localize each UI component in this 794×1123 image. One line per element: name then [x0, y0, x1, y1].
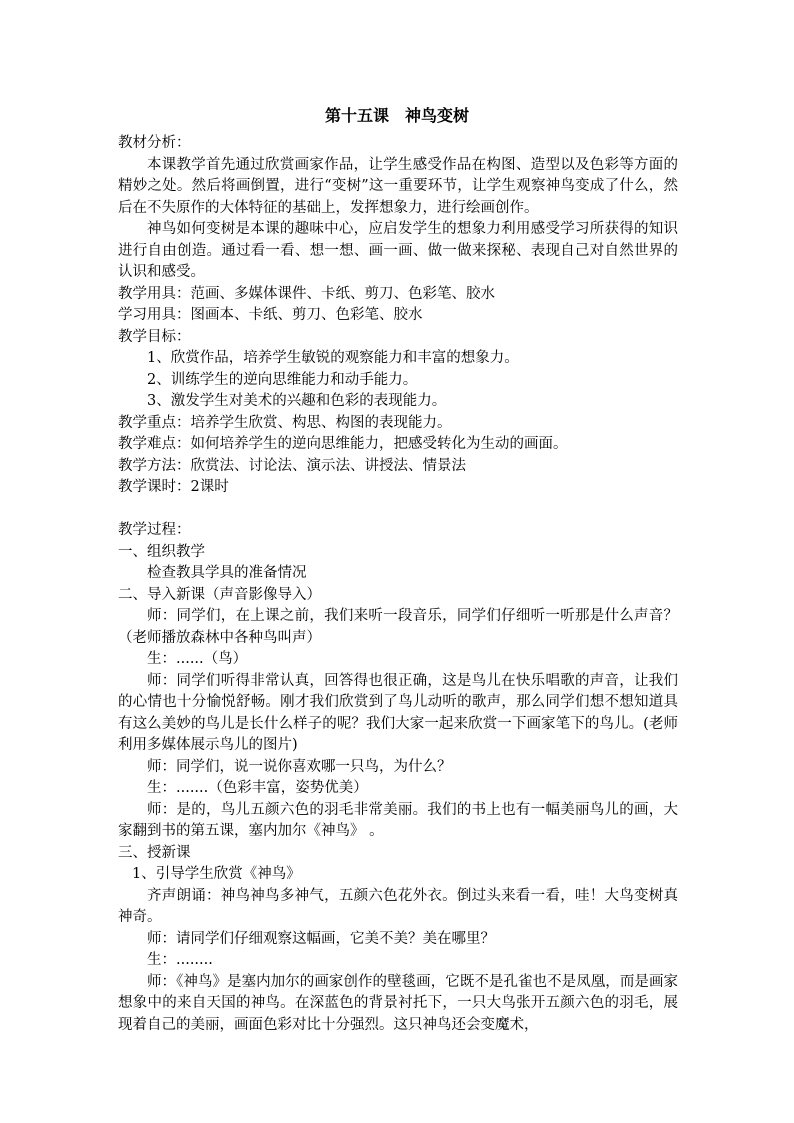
dialogue-line: 师：请同学们仔细观察这幅画，它美不美？美在哪里？ [147, 930, 495, 947]
section-3-heading: 三、授新课 [118, 844, 191, 861]
section-3-subheading: 1、引导学生欣赏《神鸟》 [132, 866, 301, 882]
dialogue-line: 生：......（鸟） [147, 651, 248, 667]
key-point: 教学重点：培养学生欣赏、构思、构图的表现能力。 [118, 414, 452, 431]
blank-line [118, 499, 678, 521]
dialogue-line: 师：同学们，说一说你喜欢哪一只鸟，为什么？ [147, 758, 452, 775]
dialogue-line: 生：.......（色彩丰富，姿势优美） [147, 780, 368, 796]
analysis-paragraph-1: 本课教学首先通过欣赏画家作品，让学生感受作品在构图、造型以及色彩等方面的精妙之处。然后将画倒置，进行“变树”这一重要环节，让学生观察神鸟变成了什么，然后在不失原作的大体特征的基础上，发挥想象力，进行绘画创作。 [118, 156, 678, 216]
section-1-heading: 一、组织教学 [118, 543, 205, 560]
goals-heading: 教学目标： [118, 328, 191, 345]
difficulty: 教学难点：如何培养学生的逆向思维能力，把感受转化为生动的画面。 [118, 436, 568, 452]
page-title: 第十五课 神鸟变树 [324, 106, 469, 125]
dialogue-line: 师：是的，鸟儿五颜六色的羽毛非常美丽。我们的书上也有一幅美丽鸟儿的画，大家翻到书的第五课，塞内加尔《神鸟》 。 [118, 801, 678, 839]
section-2-heading: 二、导入新课（声音影像导入） [118, 586, 321, 603]
document-body [118, 133, 678, 1036]
class-hours: 教学课时：2课时 [118, 479, 229, 495]
teaching-methods: 教学方法：欣赏法、讨论法、演示法、讲授法、情景法 [118, 457, 466, 474]
dialogue-line: 师：《神鸟》是塞内加尔的画家创作的壁毯画，它既不是孔雀也不是凤凰，而是画家想象中的来自天国的神鸟。在深蓝色的背景衬托下，一只大鸟张开五颜六色的羽毛，展现着自己的美丽，画面色彩对比十分强烈。这只神鸟还会变魔术， [118, 973, 678, 1033]
analysis-heading: 教材分析： [118, 135, 191, 151]
analysis-paragraph-2: 神鸟如何变树是本课的趣味中心，应启发学生的想象力利用感受学习所获得的知识进行自由创造。通过看一看、想一想、画一画、做一做来探秘、表现自己对自然世界的认识和感受。 [118, 221, 678, 280]
goal-item: 1、欣赏作品，培养学生敏锐的观察能力和丰富的想象力。 [147, 350, 519, 366]
goal-item: 3、激发学生对美术的兴趣和色彩的表现能力。 [147, 393, 447, 409]
process-heading: 教学过程： [118, 522, 191, 538]
goal-item: 2、训练学生的逆向思维能力和动手能力。 [147, 371, 418, 388]
dialogue-line: 生：........ [147, 952, 213, 968]
teaching-tools: 教学用具：范画、多媒体课件、卡纸、剪刀、色彩笔、胶水 [118, 285, 495, 302]
dialogue-line: 师：同学们听得非常认真，回答得也很正确，这是鸟儿在快乐唱歌的声音，让我们的心情也十分愉悦舒畅。刚才我们欣赏到了鸟儿动听的歌声，那么同学们想不想知道具有这么美妙的鸟儿是长什么样子的呢？我们大家一起来欣赏一下画家笔下的鸟儿。(老师利用多媒体展示鸟儿的图片) [118, 672, 678, 753]
section-1-line: 检查教具学具的准备情况 [147, 565, 307, 581]
learning-tools: 学习用具：图画本、卡纸、剪刀、色彩笔、胶水 [118, 307, 423, 323]
dialogue-line: 齐声朗诵：神鸟神鸟多神气，五颜六色花外衣。倒过头来看一看，哇！大鸟变树真神奇。 [118, 887, 678, 925]
dialogue-line: 师：同学们，在上课之前，我们来听一段音乐，同学们仔细听一听那是什么声音？（老师播放森林中各种鸟叫声） [118, 608, 678, 646]
